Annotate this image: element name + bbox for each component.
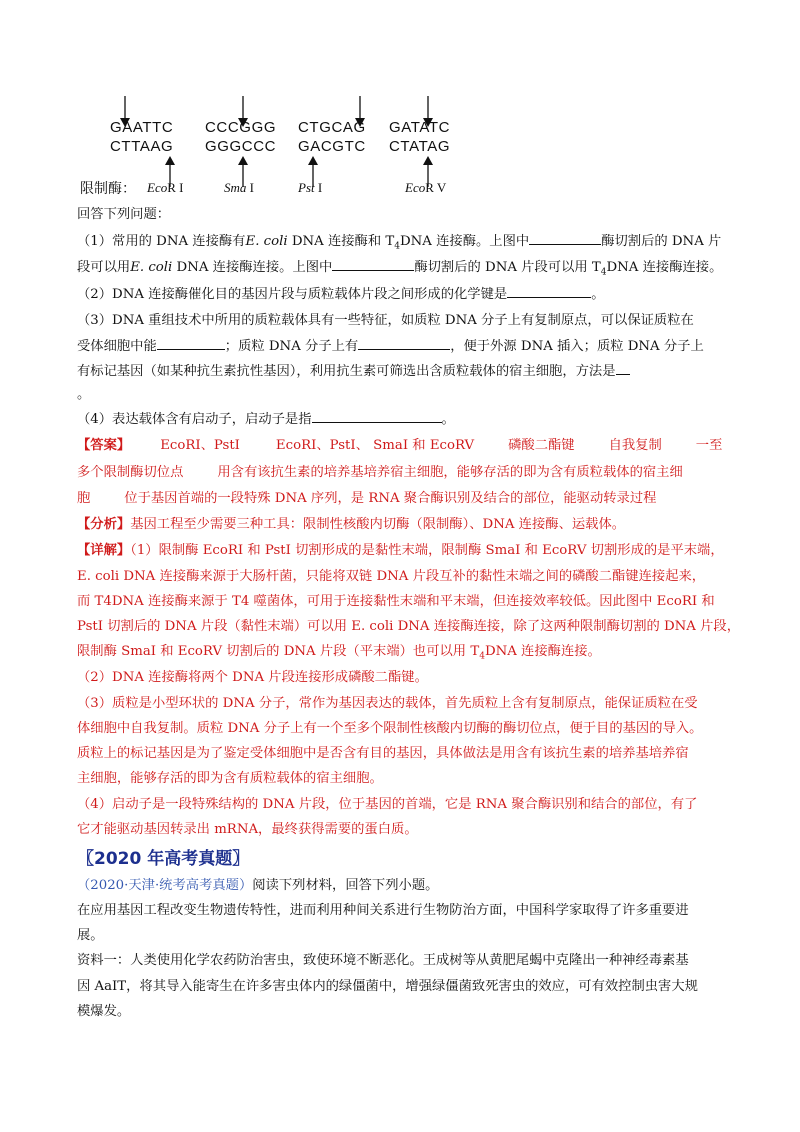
seq-bottom-ecori: CTTAAG: [110, 138, 174, 155]
answer-line-2: 多个限制酶切位点 用含有该抗生素的培养基培养宿主细胞，能够存活的即为含有质粒载体的宿主细: [77, 465, 683, 480]
enzyme-label-smai: Sma I: [224, 180, 254, 195]
seq-bottom-psti: GACGTC: [298, 138, 366, 155]
answer-blank[interactable]: [332, 258, 414, 271]
question-1-line-2: 段可以用E. coli DNA 连接酶连接。上图中 酶切割后的 DNA 片段可以用 $T_4DNA$ 连接酶连接。: [77, 260, 723, 278]
answer-blank[interactable]: [312, 410, 442, 423]
question-1-line-1: （1）常用的 DNA 连接酶有E. coli DNA 连接酶和 $T_4DNA$ 连接酶。上图中 酶切割后的 DNA 片: [77, 234, 722, 252]
answer-line-3: 胞 位于基因首端的一段特殊 DNA 序列，是 RNA 聚合酶识别及结合的部位，能驱动转录过程: [77, 491, 657, 506]
next-question-line-3: 展。: [77, 928, 104, 943]
seq-top-ecori: GAATTC: [110, 119, 174, 136]
detail-line-8: 体细胞中自我复制。质粒 DNA 分子上有一个至多个限制性核酸内切酶的酶切位点，便于目的基因的导入。: [77, 721, 703, 736]
answer-line-1: 【答案】 EcoRI、PstI EcoRI、PstI、 SmaI 和 EcoRV 磷酸二酯键 自我复制 一至: [77, 438, 723, 453]
question-2: （2）DNA 连接酶催化目的基因片段与质粒载体片段之间形成的化学键是 。: [77, 287, 605, 302]
question-intro: 回答下列问题：: [77, 207, 171, 222]
detail-line-5: 限制酶 SmaI 和 EcoRV 切割后的 DNA 片段（平末端）也可以用 $T_4DNA$ 连接酶连接。: [77, 644, 601, 662]
next-question-line-6: 模爆发。: [77, 1004, 131, 1019]
section-title: 〖2020 年高考真题〗: [77, 849, 250, 869]
seq-top-psti: CTGCAG: [298, 119, 366, 136]
question-3-line-1: （3）DNA 重组技术中所用的质粒载体具有一些特征，如质粒 DNA 分子上有复制原点，可以保证质粒在: [77, 313, 694, 328]
detail-line-2: E. coli DNA 连接酶来源于大肠杆菌，只能将双链 DNA 片段互补的黏性末端之间的磷酸二酯键连接起来，: [77, 569, 706, 584]
detail-line-6: （2）DNA 连接酶将两个 DNA 片段连接形成磷酸二酯键。: [77, 670, 428, 685]
next-question-line-5: 因 AaIT，将其导入能寄生在许多害虫体内的绿僵菌中，增强绿僵菌致死害虫的效应，可有效控制虫害大规: [77, 979, 698, 994]
next-question-line-2: 在应用基因工程改变生物遗传特性，进而利用种间关系进行生物防治方面，中国科学家取得了许多重要进: [77, 903, 689, 918]
answer-blank[interactable]: [507, 285, 591, 298]
next-question-line-4: 资料一：人类使用化学农药防治害虫，致使环境不断恶化。王成树等从黄肥尾蝎中克隆出一种神经毒素基: [77, 953, 689, 968]
seq-top-ecorv: GATATC: [389, 119, 451, 136]
seq-top-smai: CCCGGG: [205, 119, 277, 136]
question-3-line-2: 受体细胞中能 ；质粒 DNA 分子上有 ，便于外源 DNA 插入；质粒 DNA 分子上: [77, 339, 704, 354]
enzyme-label-ecorv: EcoR V: [405, 180, 447, 195]
detail-line-11: （4）启动子是一段特殊结构的 DNA 片段，位于基因的首端，它是 RNA 聚合酶识别和结合的部位，有了: [77, 797, 698, 812]
detail-line-1: 【详解】（1）限制酶 EcoRI 和 PstI 切割形成的是黏性末端，限制酶 SmaI 和 EcoRV 切割形成的是平末端，: [77, 543, 724, 558]
question-3-line-3: 有标记基因（如某种抗生素抗性基因），利用抗生素可筛选出含质粒载体的宿主细胞，方法是: [77, 362, 737, 382]
detail-line-3: 而 T4DNA 连接酶来源于 T4 噬菌体，可用于连接黏性末端和平末端，但连接效率较低。因此图中 EcoRI 和: [77, 594, 715, 609]
detail-line-12: 它才能驱动基因转录出 mRNA，最终获得需要的蛋白质。: [77, 822, 418, 837]
answer-blank[interactable]: [616, 362, 630, 375]
answer-blank[interactable]: [157, 337, 225, 350]
detail-line-4: PstI 切割后的 DNA 片段（黏性末端）可以用 E. coli DNA 连接酶连接，除了这两种限制酶切割的 DNA 片段，: [77, 619, 741, 634]
detail-line-9: 质粒上的标记基因是为了鉴定受体细胞中是否含有目的基因，具体做法是用含有该抗生素的培养基培养宿: [77, 746, 689, 761]
answer-blank[interactable]: [358, 337, 450, 350]
next-question-line-1: （2020·天津·统考高考真题）阅读下列材料，回答下列小题。: [77, 878, 439, 893]
question-source[interactable]: （2020·天津·统考高考真题）: [77, 878, 253, 893]
detail-line-7: （3）质粒是小型环状的 DNA 分子，常作为基因表达的载体，首先质粒上含有复制原点，能保证质粒在受: [77, 696, 698, 711]
analysis: 【分析】基因工程至少需要三种工具：限制性核酸内切酶（限制酶）、DNA 连接酶、运载体。: [77, 517, 626, 532]
question-3-line-4: 。: [77, 387, 91, 402]
seq-bottom-smai: GGGCCC: [205, 138, 277, 155]
question-4: （4）表达载体含有启动子，启动子是指 。: [77, 412, 455, 427]
enzyme-label-psti: Pst I: [298, 180, 323, 195]
seq-bottom-ecorv: CTATAG: [389, 138, 451, 155]
enzyme-label-ecori: EcoR I: [147, 180, 184, 195]
detail-line-10: 主细胞，能够存活的即为含有质粒载体的宿主细胞。: [77, 771, 383, 786]
answer-blank[interactable]: [529, 232, 601, 245]
figure-prefix: 限制酶：: [80, 181, 136, 197]
